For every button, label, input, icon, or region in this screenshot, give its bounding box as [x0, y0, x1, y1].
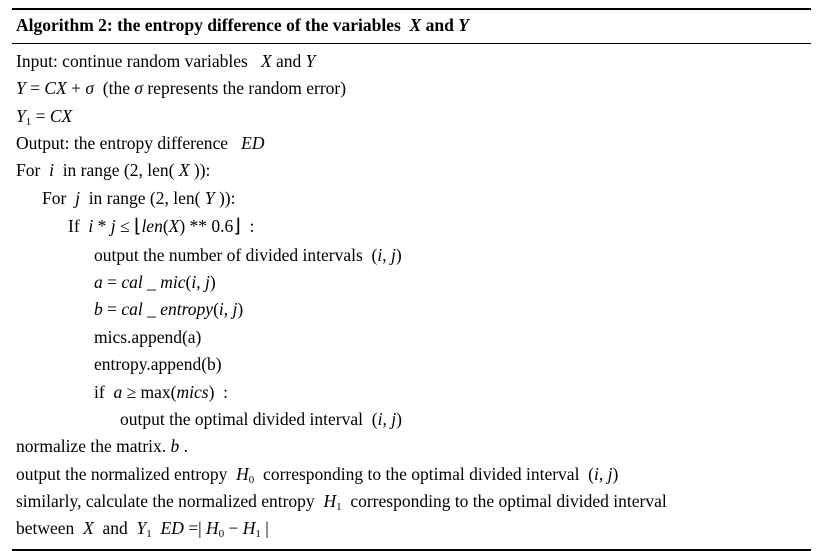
bottom-rule	[12, 549, 811, 551]
algorithm-title-and: and	[425, 15, 454, 35]
algo-line-input: Input: continue random variables X and Y	[16, 50, 316, 71]
algo-line-output-h0: output the normalized entropy $H_0$ corresponding to the optimal divided interval (i, j)	[16, 463, 619, 486]
algo-line-b-assign: b = cal _ entropy(i, j)	[94, 299, 244, 320]
algorithm-title	[12, 10, 811, 43]
algo-line-output-intervals: output the number of divided intervals (i, j)	[94, 244, 402, 265]
algo-line-ed-result: between X and $Y_1$ ED =| $H_0 - H_1$ |	[16, 518, 269, 541]
algo-line-y1-definition: $Y_1$ = CX	[16, 105, 73, 128]
algo-line-mics-append: mics.append(a)	[94, 326, 202, 347]
algo-line-if-max: if a ≥ max(mics) :	[94, 381, 229, 402]
algo-line-normalize: normalize the matrix. b .	[16, 436, 189, 457]
algorithm-title-var1: X	[409, 15, 422, 35]
algo-line-a-assign: a = cal _ mic(i, j)	[94, 272, 216, 293]
algorithm-title-label: Algorithm 2:	[16, 15, 113, 35]
algo-line-if-condition: If i * j ≤ ⌊len(X) ** 0.6⌋ :	[68, 216, 255, 238]
algorithm-title-rest: the entropy difference of the variables	[117, 15, 401, 35]
algo-line-output: Output: the entropy difference ED	[16, 133, 265, 153]
algo-line-for-i: For i in range (2, len( X )):	[16, 160, 211, 181]
algo-line-y-definition: Y = CX + σ (the σ represents the random error)	[16, 78, 347, 99]
algo-line-output-h1: similarly, calculate the normalized entropy $H_1$ corresponding to the optimal divided interval	[16, 491, 667, 514]
algo-line-entropy-append: entropy.append(b)	[94, 354, 222, 375]
algorithm-title-var2: Y	[458, 15, 469, 35]
algo-line-for-j: For j in range (2, len( Y )):	[42, 187, 236, 208]
algorithm-body	[12, 44, 811, 549]
algo-line-output-optimal: output the optimal divided interval (i, j)	[120, 408, 402, 429]
algorithm-block	[12, 8, 811, 551]
